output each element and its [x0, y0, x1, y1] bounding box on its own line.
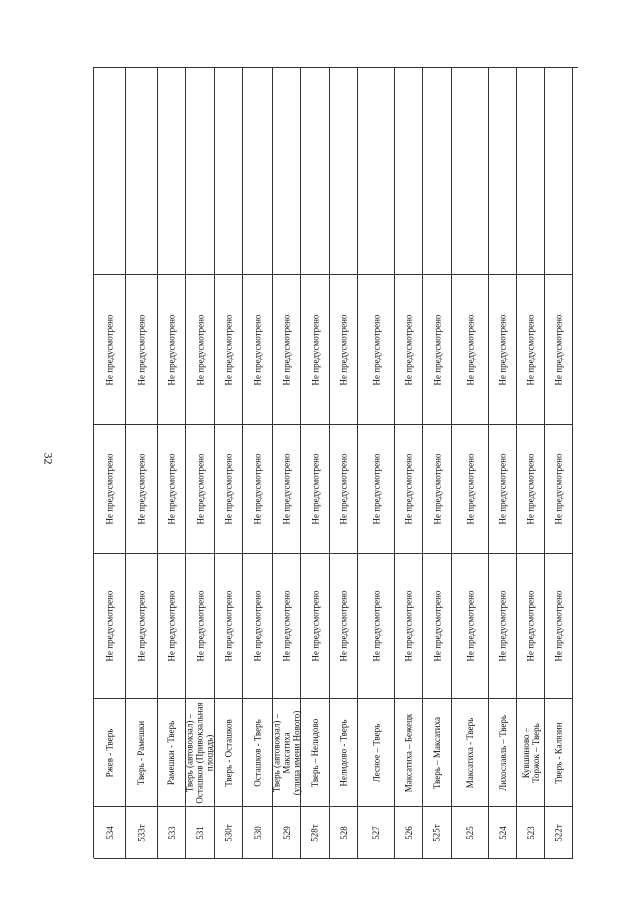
cell-text-col4: Не предусмотрено: [252, 453, 263, 525]
cell-text-number: 528т: [310, 823, 320, 842]
table-cell-col6: [452, 68, 489, 275]
table-cell-col6: [395, 68, 423, 275]
cell-text-col3: Не предусмотрено: [310, 590, 321, 662]
route-table: [93, 67, 578, 858]
cell-text-col5: Не предусмотрено: [497, 314, 508, 385]
cell-text-col3: Не предусмотрено: [136, 590, 147, 662]
table-cell-col3: [395, 554, 423, 699]
table-cell-route: [243, 699, 273, 807]
table-cell-col5: [489, 275, 517, 425]
cell-text-col5: Не предусмотрено: [136, 314, 147, 385]
table-cell-route: [423, 699, 452, 807]
cell-text-number: 526: [403, 825, 414, 840]
cell-text-number: 525т: [432, 823, 442, 842]
cell-text-route: Ржев - Тверь: [104, 728, 115, 777]
cell-text-col5: Не предусмотрено: [166, 314, 177, 385]
cell-text-route: Лесное – Тверь: [371, 723, 381, 782]
table-cell-number: [452, 807, 489, 859]
table-cell-col4: [358, 425, 395, 554]
table-cell-col3: [243, 554, 273, 699]
cell-text-col3: Не предусмотрено: [166, 590, 177, 662]
cell-text-col4: Не предусмотрено: [432, 453, 443, 525]
page-number-text: 32: [41, 452, 56, 464]
page-number: [40, 448, 56, 468]
table-cell-col4: [94, 425, 126, 554]
cell-text-col5: Не предусмотрено: [252, 314, 263, 385]
table-cell-route: [517, 699, 545, 807]
table-cell-col6: [330, 68, 358, 275]
cell-text-col3: Не предусмотрено: [403, 590, 414, 662]
table-cell-number: [545, 807, 573, 859]
table-cell-col5: [273, 275, 301, 425]
cell-text-col3: Не предусмотрено: [281, 590, 292, 662]
table-cell-col5: [186, 275, 215, 425]
table-cell-route: [94, 699, 126, 807]
table-cell-route: [186, 699, 215, 807]
cell-text-number: 529: [281, 825, 292, 840]
table-cell-number: [273, 807, 301, 859]
table-cell-col3: [489, 554, 517, 699]
table-cell-col5: [243, 275, 273, 425]
table-cell-col3: [330, 554, 358, 699]
cell-text-number: 530: [252, 825, 263, 840]
cell-text-col4: Не предусмотрено: [497, 453, 508, 525]
table-cell-col4: [395, 425, 423, 554]
table-cell-col6: [94, 68, 126, 275]
table-cell-col5: [395, 275, 423, 425]
table-cell-col5: [301, 275, 330, 425]
table-cell-col4: [545, 425, 573, 554]
cell-text-col5: Не предусмотрено: [465, 314, 476, 385]
table-cell-col6: [517, 68, 545, 275]
cell-text-col3: Не предусмотрено: [371, 590, 382, 662]
table-cell-number: [489, 807, 517, 859]
table-cell-col3: [301, 554, 330, 699]
cell-text-col3: Не предусмотрено: [497, 590, 508, 662]
table-cell-route: [395, 699, 423, 807]
cell-text-col4: Не предусмотрено: [281, 453, 292, 525]
cell-text-number: 530т: [223, 823, 234, 842]
table-cell-route: [358, 699, 395, 807]
cell-text-route: Максатиха - Тверь: [465, 717, 476, 788]
cell-text-col4: Не предусмотрено: [310, 453, 321, 525]
table-cell-col6: [126, 68, 158, 275]
table-cell-col3: [452, 554, 489, 699]
cell-text-col3: Не предусмотрено: [195, 590, 206, 662]
cell-text-route: Тверь (автовокзал) – Осташков (Привокзальная площадь): [185, 701, 215, 804]
table-cell-number: [301, 807, 330, 859]
table-cell-col4: [301, 425, 330, 554]
cell-text-col4: Не предусмотрено: [525, 453, 536, 525]
cell-text-route: Лихославль – Тверь: [497, 714, 508, 791]
cell-text-col3: Не предусмотрено: [338, 590, 349, 662]
cell-text-route: Тверь - Калязин: [553, 721, 564, 784]
table-cell-col4: [243, 425, 273, 554]
table-cell-col4: [126, 425, 158, 554]
table-cell-number: [94, 807, 126, 859]
table-cell-route: [545, 699, 573, 807]
table-cell-col4: [517, 425, 545, 554]
cell-text-col3: Не предусмотрено: [104, 590, 115, 662]
table-cell-col5: [423, 275, 452, 425]
cell-text-number: 522т: [553, 823, 564, 842]
table-cell-col3: [186, 554, 215, 699]
table-cell-route: [126, 699, 158, 807]
table-cell-col4: [489, 425, 517, 554]
cell-text-route: Тверь (автовокзал) – Максатиха (улица имени Нового): [271, 710, 302, 795]
cell-text-col5: Не предусмотрено: [525, 314, 536, 385]
table-cell-col3: [358, 554, 395, 699]
cell-text-number: 527: [371, 825, 381, 840]
table-cell-number: [186, 807, 215, 859]
table-cell-col5: [330, 275, 358, 425]
cell-text-col5: Не предусмотрено: [281, 314, 292, 385]
cell-text-col4: Не предусмотрено: [104, 453, 115, 525]
cell-text-number: 523: [525, 825, 536, 840]
cell-text-number: 528: [338, 825, 349, 840]
table-cell-col6: [301, 68, 330, 275]
cell-text-col3: Не предусмотрено: [553, 590, 564, 662]
table-cell-col5: [452, 275, 489, 425]
cell-text-col4: Не предусмотрено: [371, 453, 382, 525]
table-cell-col3: [94, 554, 126, 699]
cell-text-route: Рамешки - Тверь: [166, 720, 177, 785]
table-cell-col6: [273, 68, 301, 275]
cell-text-col4: Не предусмотрено: [195, 453, 206, 525]
table-cell-route: [273, 699, 301, 807]
table-cell-col5: [94, 275, 126, 425]
cell-text-col5: Не предусмотрено: [104, 314, 115, 385]
table-cell-col6: [158, 68, 186, 275]
cell-text-col4: Не предусмотрено: [136, 453, 147, 525]
table-cell-number: [126, 807, 158, 859]
cell-text-col3: Не предусмотрено: [525, 590, 536, 662]
table-cell-number: [358, 807, 395, 859]
table-cell-col6: [545, 68, 573, 275]
table-cell-number: [517, 807, 545, 859]
table-cell-number: [215, 807, 243, 859]
table-cell-col6: [358, 68, 395, 275]
cell-text-number: 524: [497, 825, 508, 840]
cell-text-col5: Не предусмотрено: [432, 314, 443, 385]
cell-text-col5: Не предусмотрено: [338, 314, 349, 385]
cell-text-route: Тверь - Осташков: [223, 718, 234, 787]
cell-text-col3: Не предусмотрено: [432, 590, 443, 662]
table-cell-col5: [545, 275, 573, 425]
cell-text-col3: Не предусмотрено: [465, 590, 476, 662]
table-cell-col5: [126, 275, 158, 425]
cell-text-number: 533т: [136, 823, 147, 842]
cell-text-col5: Не предусмотрено: [310, 314, 321, 385]
table-cell-route: [215, 699, 243, 807]
cell-text-col4: Не предусмотрено: [338, 453, 349, 525]
table-cell-col4: [158, 425, 186, 554]
table-cell-col5: [215, 275, 243, 425]
table-cell-col4: [423, 425, 452, 554]
table-cell-col5: [517, 275, 545, 425]
table-cell-number: [423, 807, 452, 859]
table-cell-number: [395, 807, 423, 859]
table-cell-col4: [186, 425, 215, 554]
cell-text-col3: Не предусмотрено: [252, 590, 263, 662]
cell-text-route: Тверь – Нелидово: [310, 718, 321, 787]
table-cell-col4: [273, 425, 301, 554]
cell-text-number: 531: [195, 825, 205, 840]
table-cell-col6: [243, 68, 273, 275]
cell-text-col5: Не предусмотрено: [223, 314, 234, 385]
table-cell-col4: [452, 425, 489, 554]
cell-text-col5: Не предусмотрено: [403, 314, 414, 385]
cell-text-col5: Не предусмотрено: [553, 314, 564, 385]
table-cell-col6: [423, 68, 452, 275]
table-cell-col5: [358, 275, 395, 425]
cell-text-route: Осташков - Тверь: [252, 718, 263, 787]
cell-text-col5: Не предусмотрено: [371, 314, 382, 385]
cell-text-number: 533: [166, 825, 177, 840]
table-cell-number: [330, 807, 358, 859]
table-cell-route: [489, 699, 517, 807]
table-cell-col3: [423, 554, 452, 699]
table-cell-col3: [126, 554, 158, 699]
table-cell-col3: [273, 554, 301, 699]
table-cell-number: [243, 807, 273, 859]
cell-text-route: Кувшиново – Торжок – Тверь: [520, 722, 541, 783]
cell-text-col4: Не предусмотрено: [403, 453, 414, 525]
table-cell-col3: [517, 554, 545, 699]
cell-text-number: 525: [465, 825, 475, 840]
cell-text-route: Тверь - Рамешки: [136, 720, 147, 785]
table-cell-route: [158, 699, 186, 807]
cell-text-col4: Не предусмотрено: [166, 453, 177, 525]
cell-text-number: 534: [104, 825, 115, 840]
table-cell-col6: [489, 68, 517, 275]
cell-text-col4: Не предусмотрено: [553, 453, 564, 525]
cell-text-col4: Не предусмотрено: [465, 453, 476, 525]
table-cell-col6: [186, 68, 215, 275]
cell-text-route: Тверь – Максатиха: [432, 716, 443, 789]
table-cell-col3: [215, 554, 243, 699]
cell-text-col3: Не предусмотрено: [223, 590, 234, 662]
cell-text-col4: Не предусмотрено: [223, 453, 234, 525]
table-cell-col4: [215, 425, 243, 554]
table-cell-number: [158, 807, 186, 859]
table-cell-route: [452, 699, 489, 807]
cell-text-col5: Не предусмотрено: [195, 314, 206, 385]
table-cell-col4: [330, 425, 358, 554]
table-cell-col3: [158, 554, 186, 699]
table-cell-col6: [215, 68, 243, 275]
cell-text-route: Максатиха – Бежецк: [403, 713, 414, 792]
cell-text-route: Нелидово - Тверь: [338, 719, 349, 786]
table-cell-route: [301, 699, 330, 807]
table-cell-route: [330, 699, 358, 807]
table-cell-col5: [158, 275, 186, 425]
table-cell-col3: [545, 554, 573, 699]
